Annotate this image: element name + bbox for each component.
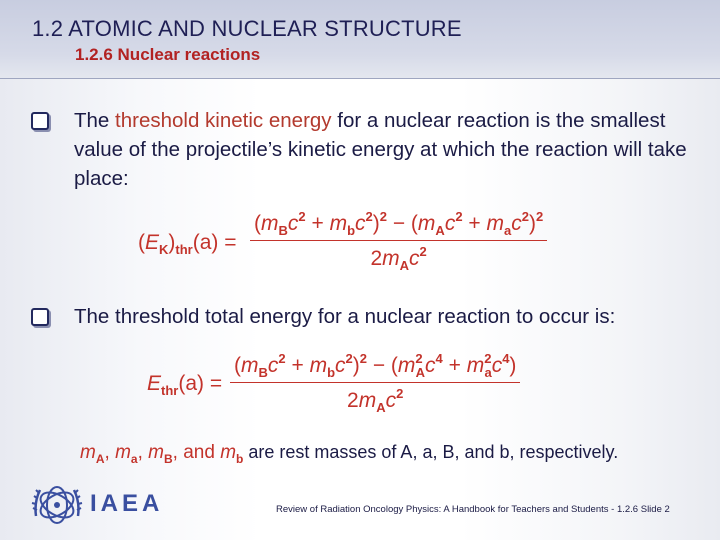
bullet-checkbox-icon	[31, 308, 49, 326]
rest-masses-text: are rest masses of A, a, B, and b, respectively.	[248, 442, 619, 462]
slide-footer: Review of Radiation Oncology Physics: A Handbook for Teachers and Students - 1.2.6 Slide 2	[276, 504, 670, 515]
bullet-1-text	[74, 106, 714, 193]
header-band	[0, 0, 720, 79]
formula-1-denominator: $2m_Ac^2$	[370, 244, 427, 273]
bullet-1-highlight: threshold kinetic energy	[115, 109, 332, 132]
iaea-logo-text: IAEA	[90, 490, 164, 517]
iaea-logo-icon	[30, 480, 84, 530]
formula-2-lhs: $E_{thr}(a)$ =	[147, 372, 223, 398]
formula-2-denominator: $2m_Ac^2$	[347, 386, 404, 415]
bullet-2-text: The threshold total energy for a nuclear reaction to occur is:	[74, 305, 616, 328]
formula-2-numerator: $(m_Bc^2 + m_bc^2)^2 - (m^2_Ac^4 + m^2_ac^4)$	[234, 351, 517, 380]
bullet-1-prefix: The	[74, 109, 116, 132]
formula-1-lhs: $(E_K)_{thr}(a)$ =	[138, 231, 237, 257]
formula-1-fraction	[250, 209, 547, 273]
bullet-1-suffix: for a nuclear reaction is the smallest value of the projectile’s kinetic energy at which the reaction will take place:	[74, 109, 687, 190]
rest-masses-note	[80, 442, 618, 466]
formula-1-numerator: $(m_Bc^2 + m_bc^2)^2 - (m_Ac^2 + m_ac^2)^2$	[254, 209, 544, 238]
rest-masses-symbols: $m_A$, $m_a$, $m_B$, and $m_b$	[80, 442, 244, 466]
slide-title: 1.2 ATOMIC AND NUCLEAR STRUCTURE	[32, 16, 462, 41]
formula-2-fraction	[230, 351, 520, 415]
bullet-checkbox-icon	[31, 112, 49, 130]
slide-subtitle: 1.2.6 Nuclear reactions	[75, 45, 261, 64]
